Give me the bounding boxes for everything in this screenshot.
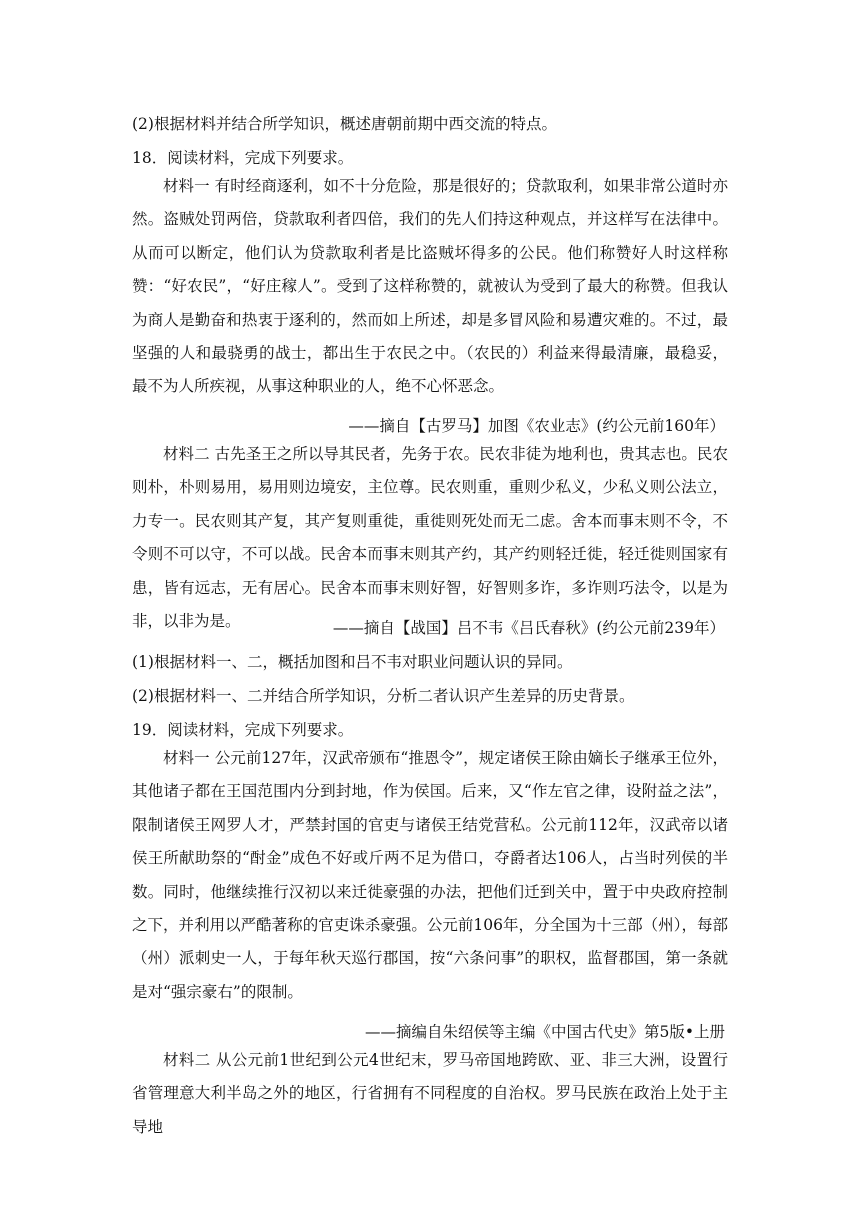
q19-material-1: 材料一 公元前127年，汉武帝颁布“推恩令”，规定诸侯王除由嫡长子继承王位外，其他诸子都在王国范围内分到封地，作为侯国。后来，又“作左官之律，设附益之法”，限制诸侯王网罗人才，严禁封国的官吏与诸侯王结党营私。公元前112年，汉武帝以诸侯王所献助祭的“酎金”成色不好或斤两不足为借口，夺爵者达106人，占当时列侯的半数。同时，他继续推行汉初以来迁徙豪强的办法，把他们迁到关中，置于中央政府控制之下，并利用以严酷著称的官吏诛杀豪强。公元前106年，分全国为十三部（州），每部（州）派刺史一人，于每年秋天巡行郡国，按“六条问事”的职权，监督郡国，第一条就是对“强宗豪右”的限制。 [132,749,728,1001]
q18-question-2: (2)根据材料一、二并结合所学知识，分析二者认识产生差异的历史背景。 [132,687,635,705]
q18-source-1: ——摘自【古罗马】加图《农业志》(约公元前160年） [348,417,725,435]
q18-heading: 18．阅读材料，完成下列要求。 [132,149,354,167]
q17-question-2: (2)根据材料并结合所学知识，概述唐朝前期中西交流的特点。 [132,115,557,133]
q18-question-1: (1)根据材料一、二，概括加图和吕不韦对职业问题认识的异同。 [132,653,573,671]
q19-material-2: 材料二 从公元前1世纪到公元4世纪末，罗马帝国地跨欧、亚、非三大洲，设置行省管理意大利半岛之外的地区，行省拥有不同程度的自治权。罗马民族在政治上处于主导地 [132,1051,728,1136]
q19-source-1: ——摘编自朱绍侯等主编《中国古代史》第5版•上册 [364,1023,725,1041]
q18-source-2: ——摘自【战国】吕不韦《吕氏春秋》(约公元前239年） [332,619,725,637]
q18-material-2: 材料二 古先圣王之所以导其民者，先务于农。民农非徒为地利也，贵其志也。民农则朴，朴则易用，易用则边境安，主位尊。民农则重，重则少私义，少私义则公法立，力专一。民农则其产复，其产复则重徙，重徙则死处而无二虑。舍本而事末则不令，不令则不可以守，不可以战。民舍本而事末则其产约，其产约则轻迁徙，轻迁徙则国家有患，皆有远志，无有居心。民舍本而事末则好智，好智则多诈，多诈则巧法令，以是为非，以非为是。 [132,445,728,631]
q19-heading: 19．阅读材料，完成下列要求。 [132,721,354,739]
q18-material-1: 材料一 有时经商逐利，如不十分危险，那是很好的；贷款取利，如果非常公道时亦然。盗贼处罚两倍，贷款取利者四倍，我们的先人们持这种观点，并这样写在法律中。从而可以断定，他们认为贷款取利者是比盗贼坏得多的公民。他们称赞好人时这样称赞：“好农民”，“好庄稼人”。受到了这样称赞的，就被认为受到了最大的称赞。但我认为商人是勤奋和热衷于逐利的，然而如上所述，却是多冒风险和易遭灾难的。不过，最坚强的人和最骁勇的战士，都出生于农民之中。（农民的）利益来得最清廉，最稳妥，最不为人所疾视，从事这种职业的人，绝不心怀恶念。 [132,177,728,396]
